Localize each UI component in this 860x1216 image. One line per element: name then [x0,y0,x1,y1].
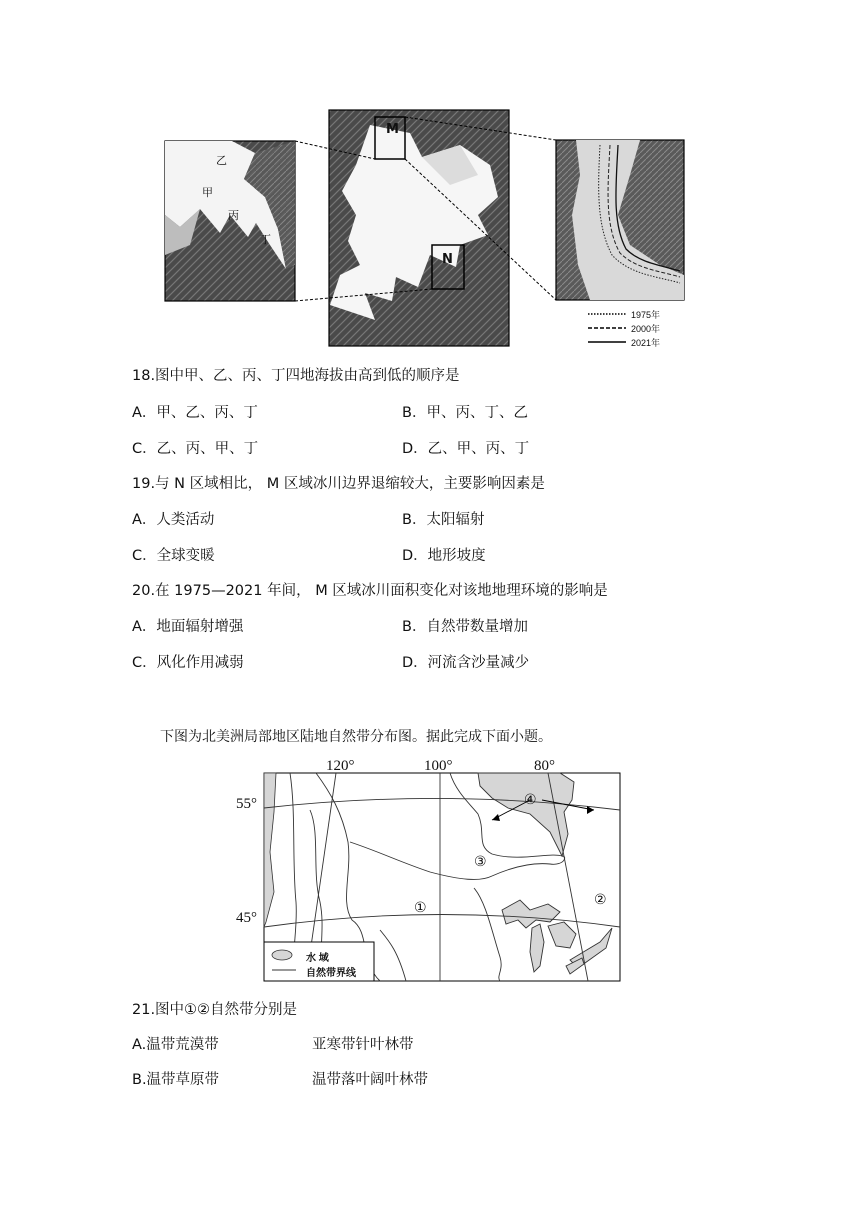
q18-stem: 18.图中甲、乙、丙、丁四地海拔由高到低的顺序是 [132,368,460,384]
q21-option-b[interactable]: B.温带草原带 [132,1072,220,1088]
q19-option-d[interactable]: D．地形坡度 [402,548,486,564]
zone-1: ① [414,900,427,916]
q18-option-a[interactable]: A．甲、乙、丙、丁 [132,405,258,421]
natural-zone-map [230,752,630,984]
legend-2021: 2021年 [631,338,661,348]
q21-option-a[interactable]: A.温带荒漠带 [132,1037,219,1053]
q18-option-d[interactable]: D．乙、甲、丙、丁 [402,441,530,457]
q18-option-c[interactable]: C．乙、丙、甲、丁 [132,441,259,457]
lat-45: 45° [236,910,257,926]
q20-option-d[interactable]: D．河流含沙量减少 [402,655,530,671]
figure2-intro: 下图为北美洲局部地区陆地自然带分布图。据此完成下面小题。 [160,729,552,745]
center-image [329,110,509,346]
label-bing: 丙 [228,209,239,222]
label-jia: 甲 [202,186,213,199]
q18-option-b[interactable]: B．甲、丙、丁、乙 [402,405,528,421]
right-inset [556,140,684,300]
q19-option-a[interactable]: A．人类活动 [132,512,215,528]
q20-option-b[interactable]: B．自然带数量增加 [402,619,528,635]
zone-2: ② [594,892,607,908]
zone-4: ④ [524,792,537,808]
q21-option-b-second[interactable]: 温带落叶阔叶林带 [312,1072,428,1088]
q19-option-c[interactable]: C．全球变暖 [132,548,215,564]
label-ding: 丁 [260,233,271,246]
q21-stem: 21.图中①②自然带分别是 [132,1002,298,1018]
lat-55: 55° [236,796,257,812]
lon-100: 100° [424,758,453,774]
q20-option-a[interactable]: A．地面辐射增强 [132,619,244,635]
legend-1975: 1975年 [631,310,661,320]
label-n: N [442,252,453,267]
q19-stem: 19.与 N 区域相比， M 区域冰川边界退缩较大，主要影响因素是 [132,476,545,492]
zone-3: ③ [474,854,487,870]
legend-water: 水 域 [306,953,329,964]
legend-boundary: 自然带界线 [306,968,356,979]
label-m: M [386,122,399,137]
q20-option-c[interactable]: C．风化作用减弱 [132,655,244,671]
legend-2000: 2000年 [631,324,661,334]
label-yi: 乙 [216,154,227,167]
lon-80: 80° [534,758,555,774]
q21-option-a-second[interactable]: 亚寒带针叶林带 [312,1037,414,1053]
lon-120: 120° [326,758,355,774]
q20-stem: 20.在 1975—2021 年间， M 区域冰川面积变化对该地地理环境的影响是 [132,583,608,599]
q19-option-b[interactable]: B．太阳辐射 [402,512,485,528]
